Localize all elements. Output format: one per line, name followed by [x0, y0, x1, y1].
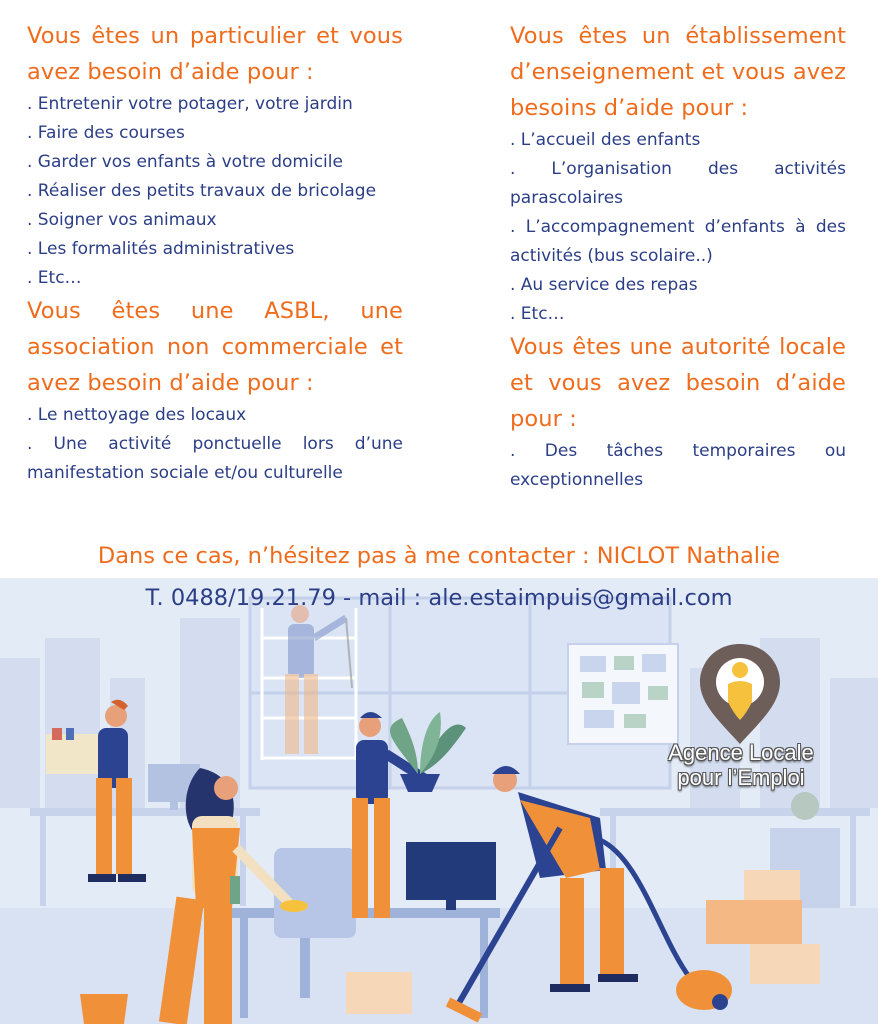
- list-item: . L’accueil des enfants: [510, 130, 701, 150]
- list-item: . Faire des courses: [27, 123, 185, 143]
- item-list: [510, 437, 846, 495]
- phone-mail-line: T. 0488/19.21.79 - mail : ale.estaimpuis@gmail.com: [145, 585, 733, 611]
- illustration-svg: [0, 578, 878, 1024]
- left-column: [27, 18, 403, 488]
- list-item: . Etc…: [27, 268, 82, 288]
- list-item: . Au service des repas: [510, 275, 698, 295]
- section-heading: Vous êtes une ASBL, une association non commerciale et avez besoin d’aide pour :: [27, 298, 403, 396]
- logo-line-1: Agence Locale: [668, 740, 814, 765]
- list-item: . Soigner vos animaux: [27, 210, 217, 230]
- list-item: . L’organisation des activités parascolaires: [510, 159, 846, 208]
- list-item: . Réaliser des petits travaux de bricolage: [27, 181, 377, 201]
- list-item: . Une activité ponctuelle lors d’une manifestation sociale et/ou culturelle: [27, 434, 403, 483]
- list-item: . Garder vos enfants à votre domicile: [27, 152, 343, 172]
- section-autorite: [510, 329, 846, 495]
- right-column: [510, 18, 846, 495]
- section-heading: Vous êtes un particulier et vous avez besoin d’aide pour :: [27, 23, 403, 85]
- list-item: . Entretenir votre potager, votre jardin: [27, 94, 353, 114]
- section-particulier: [27, 18, 403, 293]
- office-cleaning-illustration: [0, 578, 878, 1024]
- section-enseignement: [510, 18, 846, 329]
- contact-line: Dans ce cas, n’hésitez pas à me contacter : NICLOT Nathalie: [97, 543, 781, 569]
- logo-line-2: pour l’Emploi: [677, 765, 805, 790]
- bucket: [80, 994, 128, 1024]
- list-item: . Les formalités administratives: [27, 239, 295, 259]
- list-item: . Des tâches temporaires ou exceptionnelles: [510, 441, 846, 490]
- list-item: . Le nettoyage des locaux: [27, 405, 247, 425]
- item-list: [27, 401, 403, 488]
- ale-logo-text: [646, 740, 836, 790]
- section-heading: Vous êtes un établissement d’enseignement et vous avez besoins d’aide pour :: [510, 23, 846, 121]
- item-list: [27, 90, 403, 293]
- list-item: . L’accompagnement d’enfants à des activités (bus scolaire..): [510, 217, 846, 266]
- list-item: . Etc…: [510, 304, 565, 324]
- section-heading: Vous êtes une autorité locale et vous avez besoin d’aide pour :: [510, 334, 846, 432]
- item-list: [510, 126, 846, 329]
- bulletin-board: [568, 644, 678, 744]
- section-asbl: [27, 293, 403, 488]
